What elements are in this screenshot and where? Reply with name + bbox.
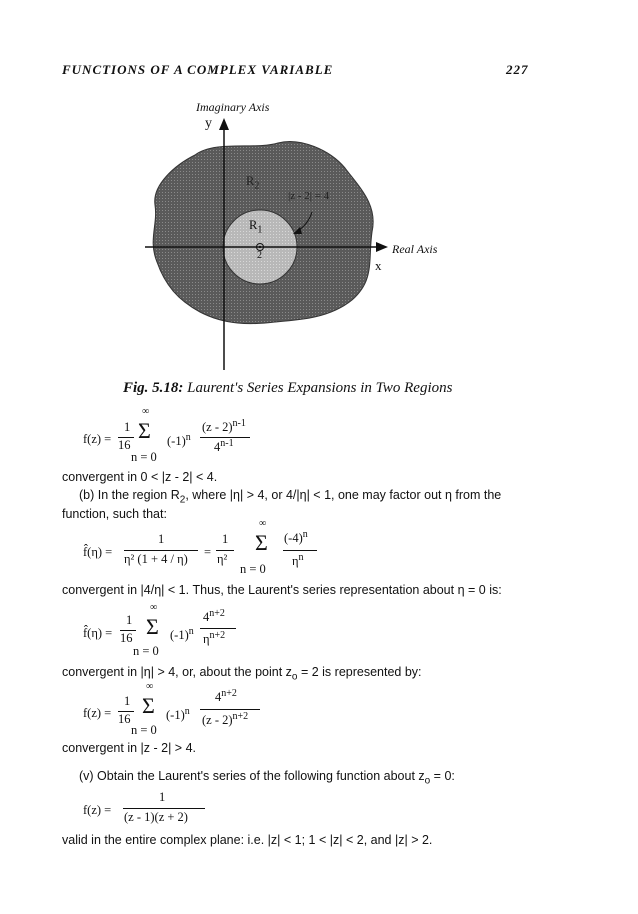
y-symbol: y <box>205 116 212 131</box>
y-axis-arrow <box>219 118 229 130</box>
paragraph-text: (b) In the region $R_2$, where |η| > 4, or 4/|η| < 1, one may factor out η from the <box>79 488 502 506</box>
paragraph-text: convergent in |4/η| < 1. Thus, the Laurent's series representation about η = 0 is: <box>62 583 502 597</box>
circle-equation-label: |z - 2| = 4 <box>288 190 330 202</box>
paragraph-text: convergent in |η| > 4, or, about the point $z_o = 2$ is represented by: <box>62 665 422 683</box>
paragraph-text: function, such that: <box>62 507 167 521</box>
x-axis-arrow <box>376 242 388 252</box>
summation-icon: Σ <box>255 530 268 555</box>
paragraph-text: valid in the entire complex plane: i.e. |z| < 1; 1 < |z| < 2, and |z| > 2. <box>62 833 433 847</box>
paragraph-text: convergent in 0 < |z - 2| < 4. <box>62 470 218 484</box>
summation-icon: Σ <box>142 693 155 718</box>
figure-caption: Fig. 5.18: Laurent's Series Expansions in Two Regions <box>123 380 453 396</box>
y-axis-label: Imaginary Axis <box>196 100 270 114</box>
paragraph-text: convergent in |z - 2| > 4. <box>62 741 196 755</box>
x-symbol: x <box>375 258 382 273</box>
running-head: FUNCTIONS OF A COMPLEX VARIABLE <box>62 62 334 77</box>
region-r2-label: $R_2$ <box>246 174 260 192</box>
center-label: 2 <box>257 250 262 261</box>
region-r1-label: $R_1$ <box>249 218 263 236</box>
paragraph-text: (v) Obtain the Laurent's series of the following function about $z_o = 0$: <box>79 769 455 787</box>
summation-icon: Σ <box>138 418 151 443</box>
page-number: 227 <box>506 62 529 77</box>
summation-icon: Σ <box>146 614 159 639</box>
x-axis-label: Real Axis <box>392 242 438 256</box>
